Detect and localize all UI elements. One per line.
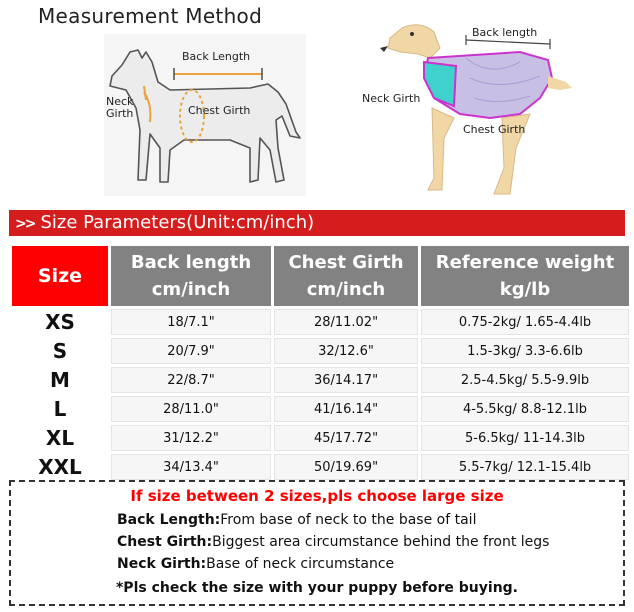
size-cell: L	[12, 396, 108, 422]
weight-cell: 5.5-7kg/ 12.1-15.4lb	[421, 454, 629, 480]
chest-girth-cell: 45/17.72"	[274, 425, 418, 451]
chest-girth-cell: 50/19.69"	[274, 454, 418, 480]
chest-girth-label: Chest Girth	[188, 104, 251, 117]
back-length-cell: 31/12.2"	[111, 425, 271, 451]
neck-label: Neck	[106, 95, 134, 108]
size-cell: M	[12, 367, 108, 393]
footer-note: *Pls check the size with your puppy before buying.	[115, 580, 518, 596]
size-cell: XL	[12, 425, 108, 451]
size-cell: XS	[12, 309, 108, 335]
dog-vest-photo	[370, 18, 580, 198]
header-size: Size	[12, 246, 108, 306]
table-row	[12, 396, 629, 422]
table-row	[12, 338, 629, 364]
girth-label: Girth	[106, 107, 134, 120]
size-table	[9, 243, 632, 483]
neck-girth-note: Neck Girth:Base of neck circumstance	[117, 556, 395, 572]
back-length-cell: 28/11.0"	[111, 396, 271, 422]
header-reference-weight: Reference weight kg/lb	[421, 246, 629, 306]
chest-girth-cell: 36/14.17"	[274, 367, 418, 393]
table-row	[12, 454, 629, 480]
chest-girth-cell: 41/16.14"	[274, 396, 418, 422]
back-length-photo-label: Back length	[472, 26, 538, 39]
neck-girth-photo-label: Neck Girth	[362, 92, 421, 105]
size-cell: S	[12, 338, 108, 364]
back-length-cell: 22/8.7"	[111, 367, 271, 393]
size-parameters-banner	[9, 210, 625, 236]
chest-girth-note: Chest Girth:Biggest area circumstance behind the front legs	[117, 534, 550, 550]
back-length-cell: 18/7.1"	[111, 309, 271, 335]
weight-cell: 0.75-2kg/ 1.65-4.4lb	[421, 309, 629, 335]
table-row	[12, 367, 629, 393]
back-length-label: Back Length	[182, 50, 251, 63]
chest-girth-photo-label: Chest Girth	[463, 123, 526, 136]
double-chevron-icon: >>	[15, 216, 35, 232]
weight-cell: 4-5.5kg/ 8.8-12.1lb	[421, 396, 629, 422]
weight-cell: 5-6.5kg/ 11-14.3lb	[421, 425, 629, 451]
back-length-cell: 34/13.4"	[111, 454, 271, 480]
table-header-row	[12, 246, 629, 306]
size-cell: XXL	[12, 454, 108, 480]
header-chest-girth: Chest Girth cm/inch	[274, 246, 418, 306]
weight-cell: 2.5-4.5kg/ 5.5-9.9lb	[421, 367, 629, 393]
header-back-length: Back length cm/inch	[111, 246, 271, 306]
chest-girth-cell: 32/12.6"	[274, 338, 418, 364]
notes-box	[9, 480, 625, 606]
back-length-note: Back Length:From base of neck to the base of tail	[117, 512, 477, 528]
back-length-cell: 20/7.9"	[111, 338, 271, 364]
table-row	[12, 425, 629, 451]
table-row	[12, 309, 629, 335]
banner-text: Size Parameters(Unit:cm/inch)	[40, 212, 315, 233]
chest-girth-cell: 28/11.02"	[274, 309, 418, 335]
size-warning: If size between 2 sizes,pls choose large size	[130, 487, 504, 505]
page-title: Measurement Method	[38, 4, 263, 28]
weight-cell: 1.5-3kg/ 3.3-6.6lb	[421, 338, 629, 364]
